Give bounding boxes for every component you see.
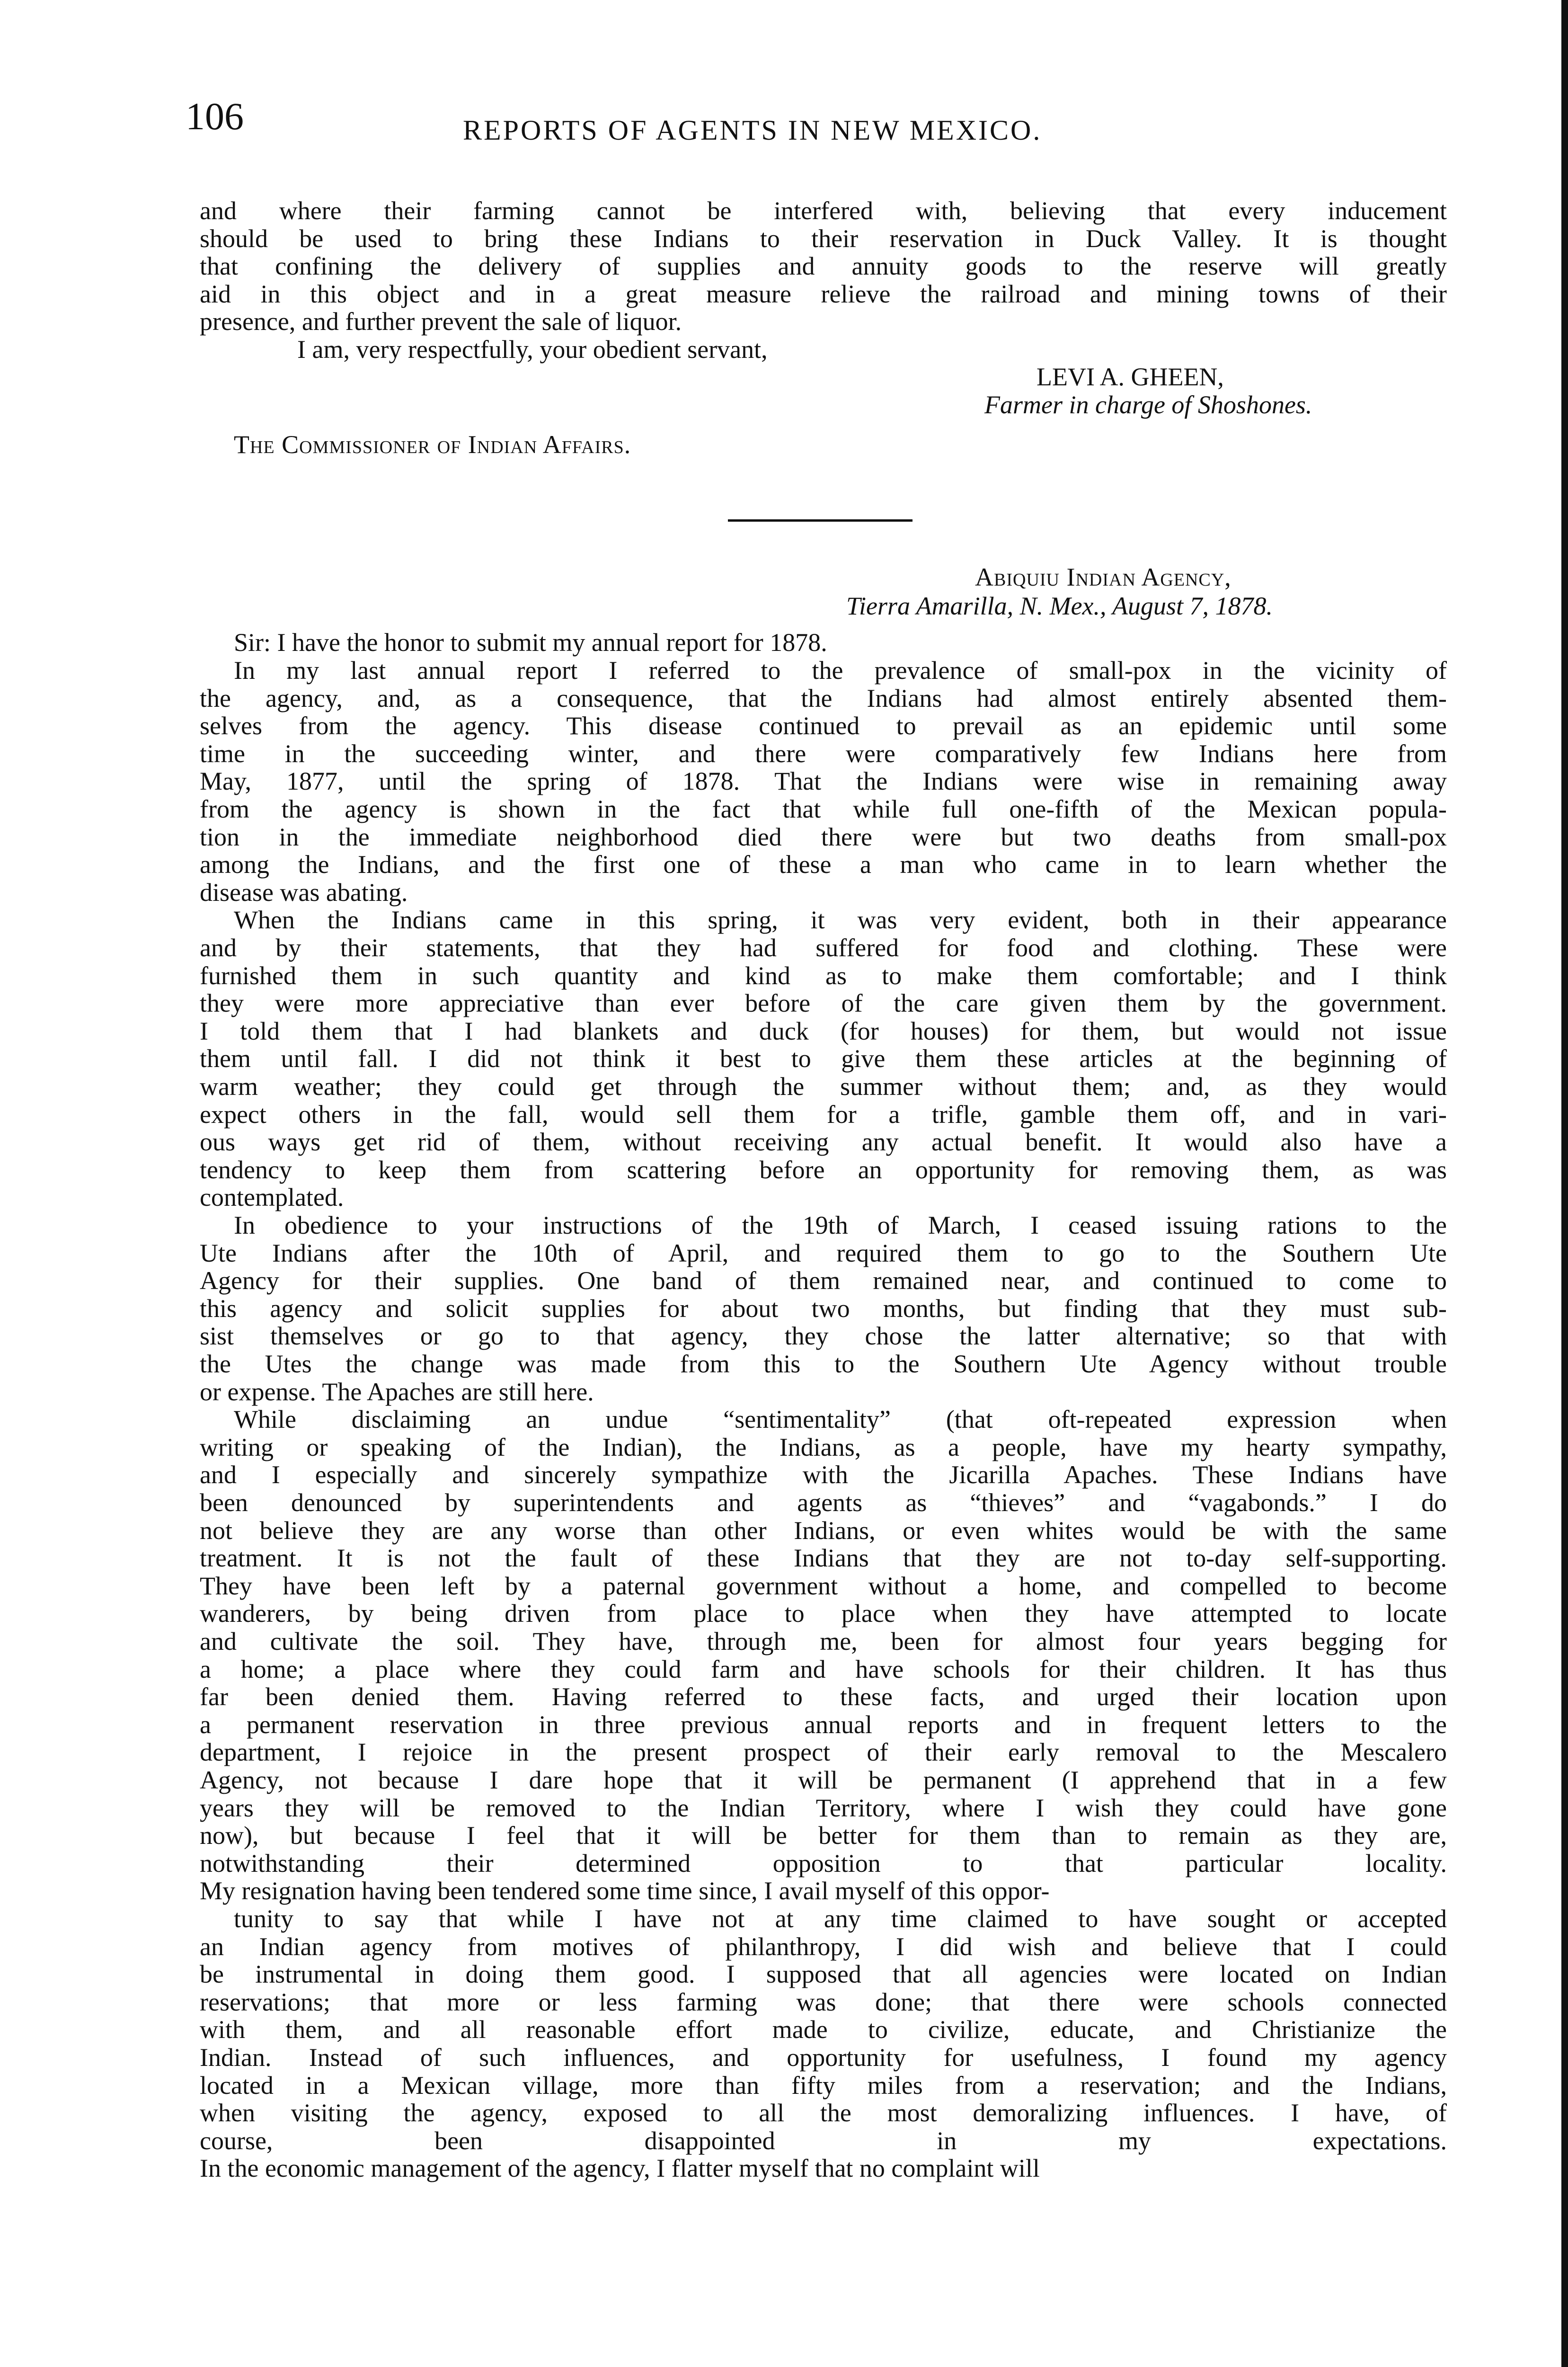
body-line: been denounced by superintendents and agents as “thieves” and “vagabonds.” I do [200, 1488, 1447, 1517]
body-line: notwithstanding their determined opposition to that particular locality. [200, 1849, 1447, 1878]
body-line: tion in the immediate neighborhood died there were but two deaths from small-pox [200, 823, 1447, 851]
body-line: from the agency is shown in the fact that while full one-fifth of the Mexican popula- [200, 795, 1447, 823]
body-line: a permanent reservation in three previous annual reports and in frequent letters to the [200, 1710, 1447, 1739]
running-title: REPORTS OF AGENTS IN NEW MEXICO. [463, 115, 1042, 146]
body-line: when visiting the agency, exposed to all the most demoralizing influences. I have, of [200, 2099, 1447, 2127]
body-line: selves from the agency. This disease continued to prevail as an epidemic until some [200, 712, 1447, 740]
body-line: and cultivate the soil. They have, through me, been for almost four years begging for [200, 1627, 1447, 1655]
body-line: department, I rejoice in the present prospect of their early removal to the Mescalero [200, 1738, 1447, 1766]
body-line: Agency, not because I dare hope that it will be permanent (I apprehend that in a few [200, 1766, 1447, 1794]
page-number: 106 [186, 95, 244, 138]
body-line: My resignation having been tendered some time since, I avail myself of this oppor- [200, 1877, 1050, 1905]
body-line: tendency to keep them from scattering before an opportunity for removing them, as was [200, 1156, 1447, 1184]
body-line: this agency and solicit supplies for about two months, but finding that they must sub- [200, 1294, 1447, 1323]
body-line: the agency, and, as a consequence, that the Indians had almost entirely absented them- [200, 684, 1447, 712]
place-date-heading: Tierra Amarilla, N. Mex., August 7, 1878. [846, 592, 1273, 620]
salutation: Sir: I have the honor to submit my annual report for 1878. [234, 628, 827, 657]
addressee: The Commissioner of Indian Affairs. [234, 430, 631, 459]
body-line: In obedience to your instructions of the 19th of March, I ceased issuing rations to the [234, 1211, 1447, 1239]
body-line: May, 1877, until the spring of 1878. That the Indians were wise in remaining away [200, 767, 1447, 795]
body-line: years they will be removed to the Indian Territory, where I wish they could have gone [200, 1794, 1447, 1822]
body-line: not believe they are any worse than other Indians, or even whites would be with the same [200, 1516, 1447, 1545]
section-divider [728, 519, 912, 522]
body-line: In the economic management of the agency, I flatter myself that no complaint will [200, 2154, 1040, 2182]
body-line: and by their statements, that they had suffered for food and clothing. These were [200, 934, 1447, 962]
signature-title: Farmer in charge of Shoshones. [984, 391, 1312, 419]
body-line: In my last annual report I referred to the prevalence of small-pox in the vicinity of [234, 656, 1447, 685]
body-line: Indian. Instead of such influences, and opportunity for usefulness, I found my agency [200, 2043, 1447, 2072]
body-line: writing or speaking of the Indian), the Indians, as a people, have my hearty sympathy, [200, 1433, 1447, 1461]
body-line: ous ways get rid of them, without receiving any actual benefit. It would also have a [200, 1128, 1447, 1156]
body-line: While disclaiming an undue “sentimentality” (that oft-repeated expression when [234, 1405, 1447, 1433]
body-line: far been denied them. Having referred to these facts, and urged their location upon [200, 1682, 1447, 1711]
body-line: Agency for their supplies. One band of them remained near, and continued to come to [200, 1266, 1447, 1295]
body-line: a home; a place where they could farm and have schools for their children. It has thus [200, 1655, 1447, 1683]
signature-name: LEVI A. GHEEN, [1036, 363, 1224, 391]
body-line: that confining the delivery of supplies and annuity goods to the reserve will greatly [200, 252, 1447, 280]
body-line: Ute Indians after the 10th of April, and required them to go to the Southern Ute [200, 1239, 1447, 1267]
body-line: disease was abating. [200, 878, 408, 907]
body-line: I told them that I had blankets and duck (for houses) for them, but would not issue [200, 1017, 1447, 1045]
body-line: an Indian agency from motives of philanthropy, I did wish and believe that I could [200, 1932, 1447, 1961]
body-line: aid in this object and in a great measure relieve the railroad and mining towns of their [200, 280, 1447, 308]
body-line: tunity to say that while I have not at any time claimed to have sought or accepted [234, 1904, 1447, 1933]
body-line: or expense. The Apaches are still here. [200, 1378, 594, 1406]
body-line: and I especially and sincerely sympathize with the Jicarilla Apaches. These Indians have [200, 1460, 1447, 1489]
body-line: they were more appreciative than ever before of the care given them by the government. [200, 989, 1447, 1017]
body-line: When the Indians came in this spring, it was very evident, both in their appearance [234, 906, 1447, 934]
body-line: be instrumental in doing them good. I supposed that all agencies were located on Indian [200, 1960, 1447, 1988]
body-line: course, been disappointed in my expectations. [200, 2127, 1447, 2155]
body-line: furnished them in such quantity and kind as to make them comfortable; and I think [200, 961, 1447, 990]
body-line: They have been left by a paternal government without a home, and compelled to become [200, 1572, 1447, 1600]
body-line: should be used to bring these Indians to their reservation in Duck Valley. It is thought [200, 224, 1447, 253]
body-line: and where their farming cannot be interfered with, believing that every inducement [200, 196, 1447, 225]
body-line: sist themselves or go to that agency, they chose the latter alternative; so that with [200, 1322, 1447, 1350]
body-line: the Utes the change was made from this to the Southern Ute Agency without trouble [200, 1350, 1447, 1378]
body-line: located in a Mexican village, more than fifty miles from a reservation; and the Indians, [200, 2071, 1447, 2100]
body-line: with them, and all reasonable effort made to civilize, educate, and Christianize the [200, 2015, 1447, 2044]
body-line: presence, and further prevent the sale of liquor. [200, 307, 682, 336]
body-line: among the Indians, and the first one of these a man who came in to learn whether the [200, 850, 1447, 879]
closing-line: I am, very respectfully, your obedient servant, [297, 335, 768, 364]
body-line: contemplated. [200, 1183, 344, 1211]
agency-heading: Abiquiu Indian Agency, [975, 563, 1231, 591]
body-line: time in the succeeding winter, and there were comparatively few Indians here from [200, 739, 1447, 768]
body-line: treatment. It is not the fault of these Indians that they are not to-day self-supporting. [200, 1544, 1447, 1572]
body-line: warm weather; they could get through the summer without them; and, as they would [200, 1072, 1447, 1101]
body-line: wanderers, by being driven from place to place when they have attempted to locate [200, 1599, 1447, 1628]
body-line: expect others in the fall, would sell them for a trifle, gamble them off, and in vari- [200, 1100, 1447, 1129]
body-line: them until fall. I did not think it best to give them these articles at the beginning of [200, 1044, 1447, 1073]
body-line: reservations; that more or less farming was done; that there were schools connected [200, 1988, 1447, 2016]
body-line: now), but because I feel that it will be better for them than to remain as they are, [200, 1821, 1447, 1850]
